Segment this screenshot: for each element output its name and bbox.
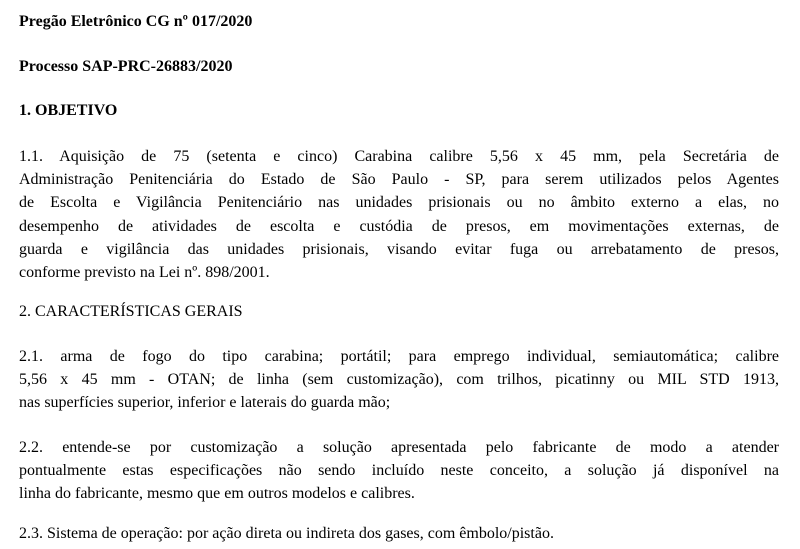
- section-1-heading: 1. OBJETIVO: [19, 102, 118, 119]
- paragraph-line: 2.3. Sistema de operação: por ação direta ou indireta dos gases, com êmbolo/pistão.: [19, 525, 554, 542]
- paragraph-2-2: [19, 436, 779, 506]
- paragraph-line: desempenho de atividades de escolta e custódia de presos, em movimentações externas, de: [19, 217, 779, 235]
- paragraph-line: guarda e vigilância das unidades prisionais, visando evitar fuga ou arrebatamento de presos,: [19, 240, 779, 258]
- paragraph-line: conforme previsto na Lei nº. 898/2001.: [19, 264, 270, 282]
- paragraph-line: linha do fabricante, mesmo que em outros modelos e calibres.: [19, 485, 415, 503]
- document-title: Pregão Eletrônico CG nº 017/2020: [19, 13, 253, 30]
- section-2-heading: 2. CARACTERÍSTICAS GERAIS: [19, 303, 243, 320]
- paragraph-line: 2.2. entende-se por customização a solução apresentada pelo fabricante de modo a atender: [19, 439, 779, 456]
- paragraph-line: nas superfícies superior, inferior e laterais do guarda mão;: [19, 394, 391, 412]
- process-number: Processo SAP-PRC-26883/2020: [19, 58, 233, 75]
- paragraph-1-1: [19, 145, 779, 284]
- paragraph-line: 5,56 x 45 mm - OTAN; de linha (sem customização), com trilhos, picatinny ou MIL STD 1913,: [19, 371, 779, 389]
- paragraph-line: Administração Penitenciária do Estado de São Paulo - SP, para serem utilizados pelos Agentes: [19, 171, 779, 189]
- paragraph-line: pontualmente estas especificações não sendo incluído neste conceito, a solução já disponível na: [19, 462, 779, 480]
- paragraph-line: 1.1. Aquisição de 75 (setenta e cinco) Carabina calibre 5,56 x 45 mm, pela Secretária de: [19, 148, 779, 165]
- paragraph-2-1: [19, 345, 779, 415]
- paragraph-line: 2.1. arma de fogo do tipo carabina; portátil; para emprego individual, semiautomática; calibre: [19, 348, 779, 365]
- paragraph-2-3: [19, 522, 779, 545]
- paragraph-line: de Escolta e Vigilância Penitenciário nas unidades prisionais ou no âmbito externo a elas, no: [19, 194, 779, 212]
